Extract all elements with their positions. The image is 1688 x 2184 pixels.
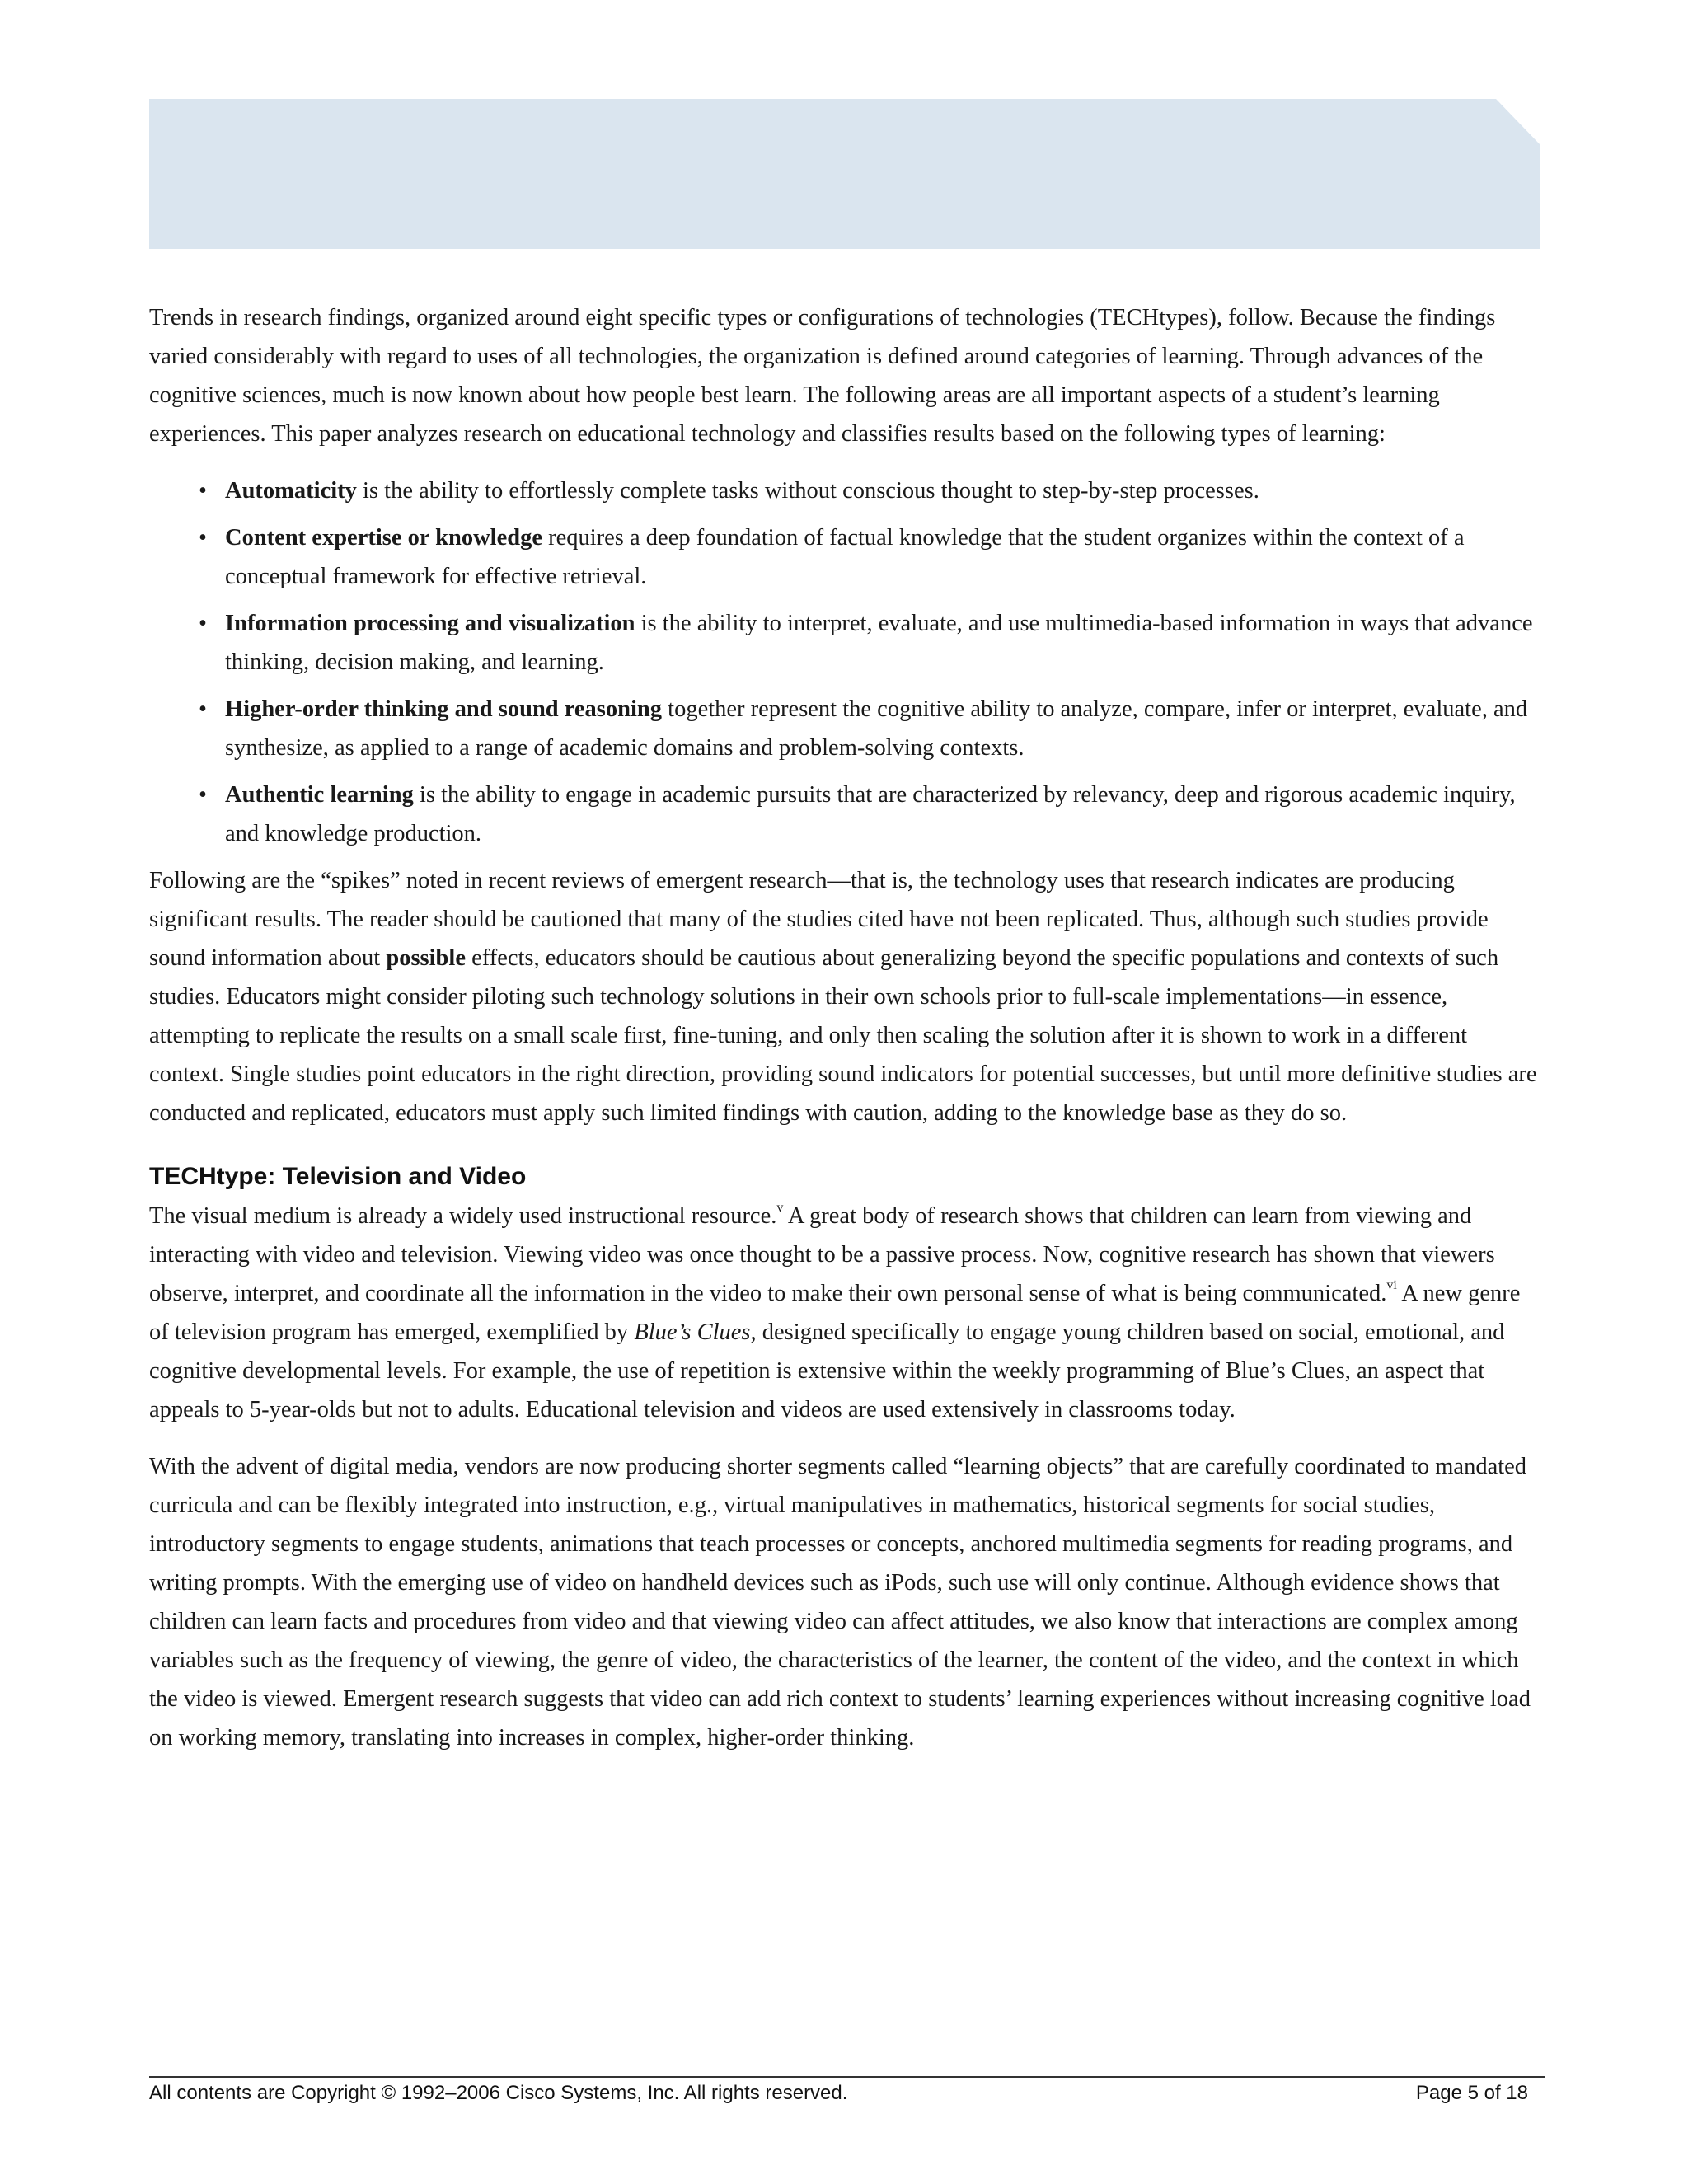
list-item-text: is the ability to effortlessly complete tasks without conscious thought to step-by-step processes.	[356, 478, 1259, 504]
list-item	[225, 776, 1542, 853]
list-item-text: is the ability to interpret, evaluate, and use multimedia-based information in ways that advance thinking, decision making, and learning.	[225, 611, 1533, 675]
list-item-text: together represent the cognitive ability to analyze, compare, infer or interpret, evaluate, and synthesize, as applied to a range of academic domains and problem-solving contexts.	[225, 696, 1528, 761]
endnote-marker[interactable]: v	[776, 1200, 784, 1215]
learning-types-list	[149, 471, 1542, 853]
tv-paragraph-1	[149, 1197, 1542, 1429]
spikes-paragraph	[149, 861, 1542, 1132]
list-item-term: Information processing and visualization	[225, 611, 635, 636]
spikes-emphasis: possible	[386, 945, 466, 971]
tv-paragraph-2: With the advent of digital media, vendors are now producing shorter segments called “learning objects” that are carefully coordinated to mandated curricula and can be flexibly integrated into instruction, e.g., virtual manipulatives in mathematics, historical segments for social studies, introductory segments to engage students, animations that teach processes or concepts, anchored multimedia segments for reading programs, and writing prompts. With the emerging use of video on handheld devices such as iPods, such use will only continue. Although evidence shows that children can learn facts and procedures from video and that viewing video can affect attitudes, we also know that interactions are complex among variables such as the frequency of viewing, the genre of video, the characteristics of the learner, the content of the video, and the context in which the video is viewed. Emergent research suggests that video can add rich context to students’ learning experiences without increasing cognitive load on working memory, translating into increases in complex, higher-order thinking.	[149, 1454, 1531, 1750]
footer-page-number: Page 5 of 18	[1415, 2082, 1528, 2104]
list-item-term: Authentic learning	[225, 782, 414, 808]
spikes-text-a: Following are the “spikes” noted in recent reviews of emergent research—that is, the technology uses that research indicates are producing significant results. The reader should be cautioned that many of the studies cited have not been replicated. Thus, although such studies provide sound information about	[149, 868, 1489, 971]
list-item-text: is the ability to engage in academic pursuits that are characterized by relevancy, deep and rigorous academic inquiry, and knowledge production.	[225, 782, 1516, 846]
intro-paragraph: Trends in research findings, organized around eight specific types or configurations of technologies (TECHtypes), follow. Because the findings varied considerably with regard to uses of all technologies, the organization is defined around categories of learning. Through advances of the cognitive sciences, much is now known about how people best learn. The following areas are all important aspects of a student’s learning experiences. This paper analyzes research on educational technology and classifies results based on the following types of learning:	[149, 305, 1496, 447]
list-item-term: Content expertise or knowledge	[225, 525, 542, 551]
tv-text-d: , designed specifically to engage young children based on social, emotional, and cognitive developmental levels. For example, the use of repetition is extensive within the weekly programming of Blue’s Clues, an aspect that appeals to 5-year-olds but not to adults. Educational television and videos are used extensively in classrooms today.	[149, 1319, 1505, 1422]
header-banner	[149, 99, 1540, 249]
endnote-marker[interactable]: vi	[1386, 1277, 1397, 1292]
list-item	[225, 471, 1542, 510]
program-title: Blue’s Clues	[634, 1319, 751, 1345]
list-item-term: Automaticity	[225, 478, 357, 504]
spikes-text-b: effects, educators should be cautious about generalizing beyond the specific populations and contexts of such studies. Educators might consider piloting such technology solutions in their own schools prior to full-scale implementations—in essence, attempting to replicate the results on a small scale first, fine-tuning, and only then scaling the solution after it is shown to work in a different context. Single studies point educators in the right direction, providing sound indicators for potential successes, but until more definitive studies are conducted and replicated, educators must apply such limited findings with caution, adding to the knowledge base as they do so.	[149, 945, 1537, 1126]
tv-text-b: A great body of research shows that children can learn from viewing and interacting with video and television. Viewing video was once thought to be a passive process. Now, cognitive research has shown that viewers observe, interpret, and coordinate all the information in the video to make their own personal sense of what is being communicated.	[149, 1203, 1495, 1306]
list-item-term: Higher-order thinking and sound reasoning	[225, 696, 663, 722]
list-item	[225, 690, 1542, 767]
page-body	[149, 298, 1542, 1757]
list-item	[225, 604, 1542, 682]
tv-text-a: The visual medium is already a widely used instructional resource.	[149, 1203, 777, 1229]
section-heading: TECHtype: Television and Video	[149, 1163, 527, 1190]
list-item	[225, 518, 1542, 596]
footer-copyright: All contents are Copyright © 1992–2006 Cisco Systems, Inc. All rights reserved.	[149, 2082, 848, 2104]
list-item-text: requires a deep foundation of factual knowledge that the student organizes within the context of a conceptual framework for effective retrieval.	[225, 525, 1465, 589]
tv-text-c: A new genre of television program has emerged, exemplified by	[149, 1281, 1521, 1345]
footer-divider	[149, 2076, 1545, 2078]
